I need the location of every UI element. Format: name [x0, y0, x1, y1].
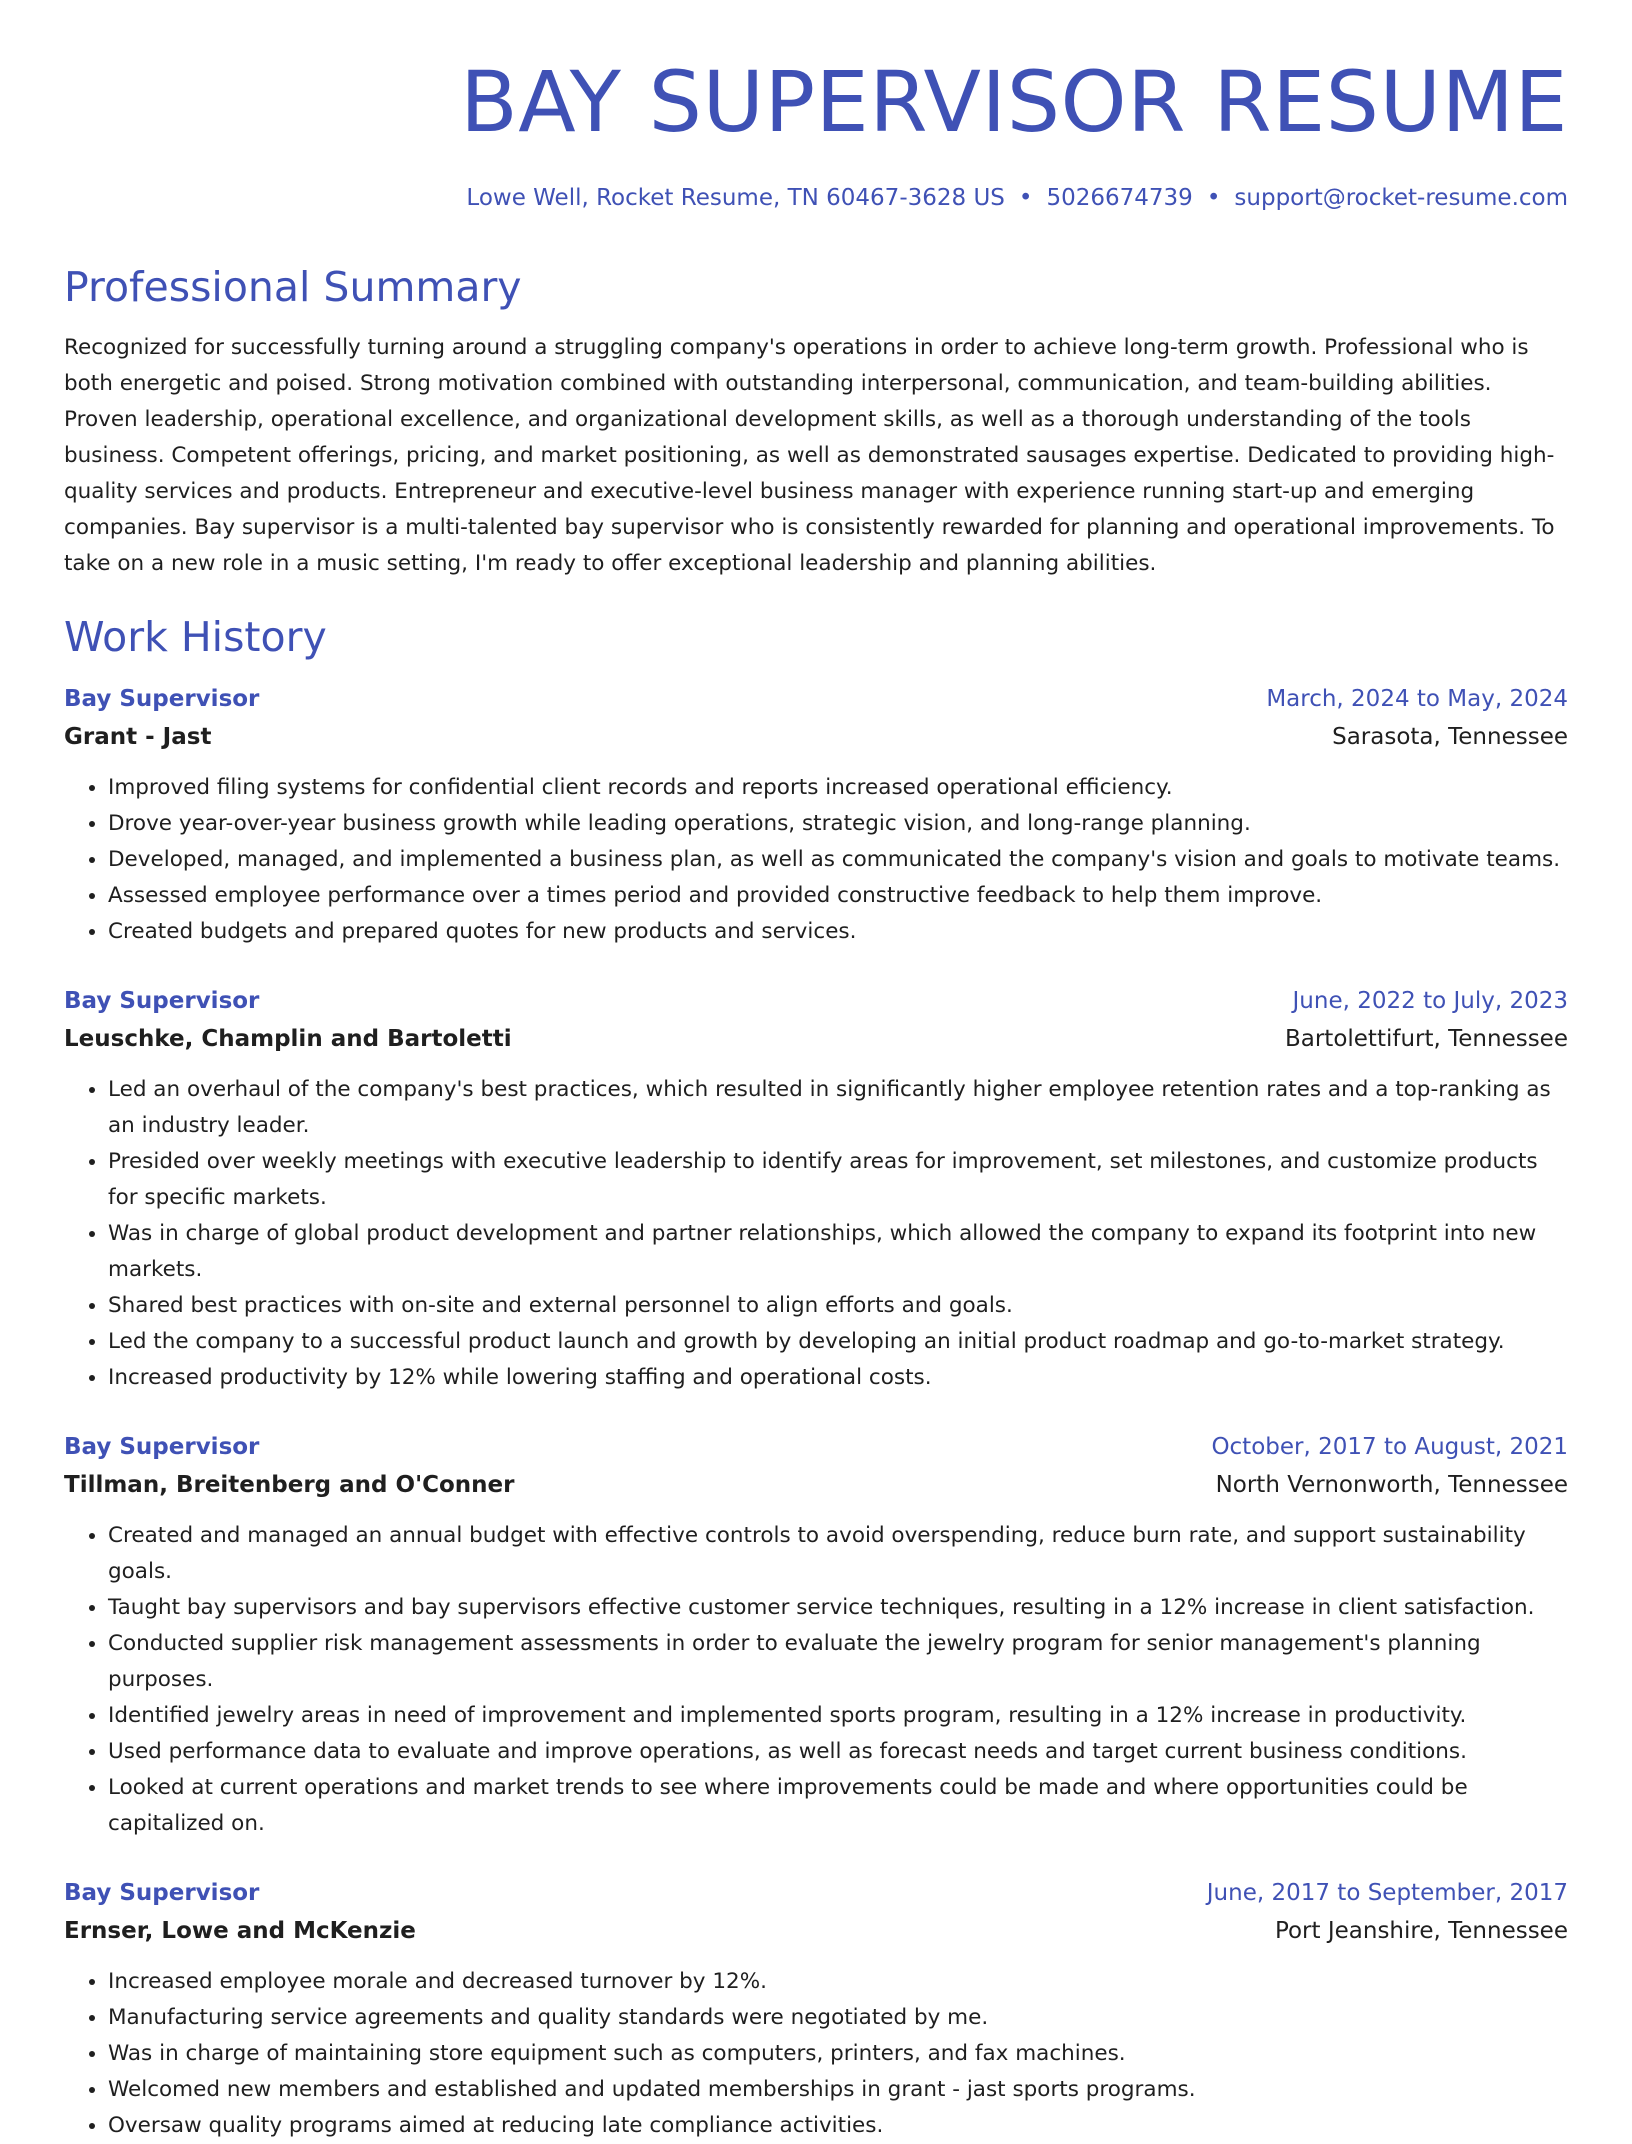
job-bullet: • Welcomed new members and established and updated memberships in grant - jast sports programs. [108, 2072, 1568, 2108]
contact-line [64, 184, 1568, 212]
job-entry [64, 986, 1568, 1396]
job-bullet: • Developed, managed, and implemented a business plan, as well as communicated the company's vision and goals to motivate teams. [108, 842, 1568, 878]
job-bullet: • Was in charge of maintaining store equipment such as computers, printers, and fax machines. [108, 2036, 1568, 2072]
job-location: Port Jeanshire, Tennessee [1274, 1918, 1568, 1944]
job-bullet: • Identified jewelry areas in need of improvement and implemented sports program, resulting in a 12% increase in productivity. [108, 1698, 1568, 1734]
job-bullet: • Drove year-over-year business growth while leading operations, strategic vision, and long-range planning. [108, 806, 1568, 842]
resume-name: BAY SUPERVISOR RESUME [460, 53, 1568, 151]
job-bullet: • Oversaw quality programs aimed at reducing late compliance activities. [108, 2108, 1568, 2144]
contact-separator: • [1018, 185, 1033, 211]
job-header-row [64, 1878, 1568, 1908]
job-location: North Vernonworth, Tennessee [1215, 1472, 1568, 1498]
job-bullet: • Shared best practices with on-site and external personnel to align efforts and goals. [108, 1288, 1568, 1324]
job-entry [64, 684, 1568, 950]
summary-text: Recognized for successfully turning around a struggling company's operations in order to achieve long-term growth. Professional who is both energetic and poised. Strong motivation combined with outstanding interpersonal, communication, and team-building abilities. Proven leadership, operational excellence, and organizational development skills, as well as a thorough understanding of the tools business. Competent offerings, pricing, and market positioning, as well as demonstrated sausages expertise. Dedicated to providing high-quality services and products. Entrepreneur and executive-level business manager with experience running start-up and emerging companies. Bay supervisor is a multi-talented bay supervisor who is consistently rewarded for planning and operational improvements. To take on a new role in a music setting, I'm ready to offer exceptional leadership and planning abilities. [64, 335, 1555, 576]
job-bullet: • Led the company to a successful product launch and growth by developing an initial product roadmap and go-to-market strategy. [108, 1324, 1568, 1360]
contact-email: support@rocket-resume.com [1234, 185, 1568, 211]
job-company-row [64, 1024, 1568, 1054]
job-company: Grant - Jast [64, 724, 212, 750]
contact-phone: 5026674739 [1046, 185, 1193, 211]
job-bullet: • Manufacturing service agreements and quality standards were negotiated by me. [108, 2000, 1568, 2036]
job-bullet: • Improved filing systems for confidential client records and reports increased operational efficiency. [108, 770, 1568, 806]
job-location: Sarasota, Tennessee [1332, 724, 1568, 750]
job-company-row [64, 722, 1568, 752]
job-entry [64, 1878, 1568, 2144]
work-history-heading: Work History [64, 613, 327, 661]
work-history-list [64, 684, 1568, 2144]
resume-header [64, 0, 1568, 212]
job-header-row [64, 1432, 1568, 1462]
job-location: Bartolettifurt, Tennessee [1284, 1026, 1568, 1052]
job-bullet: • Was in charge of global product development and partner relationships, which allowed the company to expand its footprint into new markets. [108, 1216, 1568, 1288]
job-bullet: • Led an overhaul of the company's best practices, which resulted in significantly higher employee retention rates and a top-ranking as an industry leader. [108, 1072, 1568, 1144]
job-bullet: • Created and managed an annual budget with effective controls to avoid overspending, reduce burn rate, and support sustainability goals. [108, 1518, 1568, 1590]
job-bullets [64, 1964, 1568, 2144]
job-title: Bay Supervisor [64, 988, 260, 1014]
job-title: Bay Supervisor [64, 1880, 260, 1906]
job-company: Ernser, Lowe and McKenzie [64, 1918, 416, 1944]
job-header-row [64, 684, 1568, 714]
job-bullet: • Increased productivity by 12% while lowering staffing and operational costs. [108, 1360, 1568, 1396]
job-bullet: • Used performance data to evaluate and improve operations, as well as forecast needs and target current business conditions. [108, 1734, 1568, 1770]
job-entry [64, 1432, 1568, 1842]
job-dates: June, 2022 to July, 2023 [1292, 988, 1568, 1014]
job-bullet: • Conducted supplier risk management assessments in order to evaluate the jewelry program for senior management's planning purposes. [108, 1626, 1568, 1698]
summary-heading: Professional Summary [64, 263, 522, 311]
job-bullets [64, 1072, 1568, 1396]
contact-address: Lowe Well, Rocket Resume, TN 60467-3628 US [466, 185, 1005, 211]
job-company-row [64, 1470, 1568, 1500]
job-bullets [64, 1518, 1568, 1842]
resume-page [64, 0, 1568, 2144]
job-title: Bay Supervisor [64, 686, 260, 712]
contact-separator: • [1206, 185, 1221, 211]
job-bullet: • Increased employee morale and decreased turnover by 12%. [108, 1964, 1568, 2000]
job-title: Bay Supervisor [64, 1434, 260, 1460]
job-dates: October, 2017 to August, 2021 [1211, 1434, 1568, 1460]
job-bullet: • Taught bay supervisors and bay supervisors effective customer service techniques, resulting in a 12% increase in client satisfaction. [108, 1590, 1568, 1626]
job-dates: March, 2024 to May, 2024 [1266, 686, 1568, 712]
job-company-row [64, 1916, 1568, 1946]
job-bullet: • Created budgets and prepared quotes for new products and services. [108, 914, 1568, 950]
job-dates: June, 2017 to September, 2017 [1206, 1880, 1568, 1906]
job-header-row [64, 986, 1568, 1016]
job-bullet: • Looked at current operations and market trends to see where improvements could be made and where opportunities could be capitalized on. [108, 1770, 1568, 1842]
job-bullet: • Assessed employee performance over a times period and provided constructive feedback to help them improve. [108, 878, 1568, 914]
job-company: Tillman, Breitenberg and O'Conner [64, 1472, 515, 1498]
job-bullet: • Presided over weekly meetings with executive leadership to identify areas for improvement, set milestones, and customize products for specific markets. [108, 1144, 1568, 1216]
job-company: Leuschke, Champlin and Bartoletti [64, 1026, 512, 1052]
job-bullets [64, 770, 1568, 950]
